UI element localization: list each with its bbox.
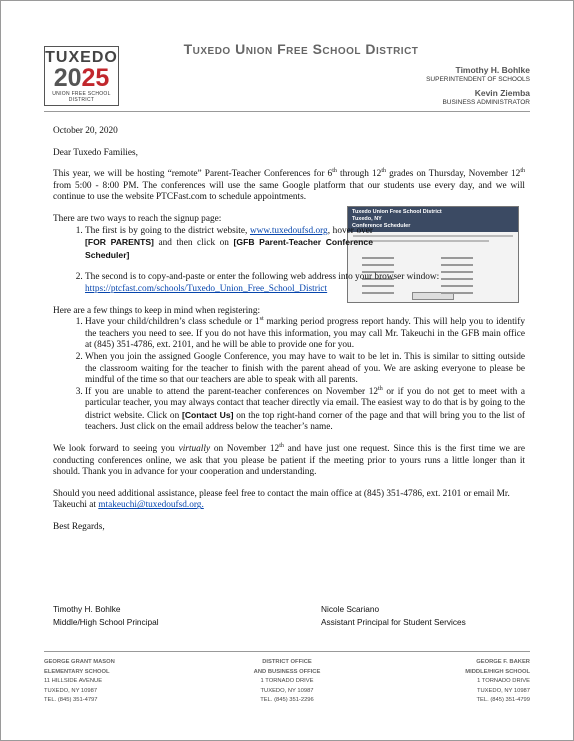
closing-paragraph [53,444,525,479]
footer-address: TUXEDO, NY 10987 [476,687,530,694]
assistance-paragraph [53,489,525,512]
closing-emphasis: virtually [178,444,211,455]
header-divider [44,111,530,112]
way1-text: , hover over [327,225,373,236]
district-name-text: Tuxedo Union Free School District [183,41,419,57]
closing-text: We look forward to seeing you [53,444,179,455]
footer-heading: ELEMENTARY SCHOOL [44,668,110,675]
closing-text: on November 12th and have just one request. Since this is the first time we are conducting conferences online, we ask that you please be patient if the meeting prior to yours runs a little longer than it should. Thank you in advance for your cooperation and understanding. [53,442,526,478]
admin-title: BUSINESS ADMINISTRATOR [442,99,530,106]
logo-word: TUXEDO [45,49,118,66]
logo-year-b: 25 [81,64,110,92]
screenshot-subtitle: Conference Scheduler [352,223,411,229]
admin-name: Timothy H. Bohlke [455,65,530,75]
letter-body [53,126,525,544]
footer-address: TUXEDO, NY 10987 [44,687,98,694]
for-parents-menu-label: [FOR PARENTS] [85,237,154,248]
footer-heading: DISTRICT OFFICE [262,659,312,665]
footer [44,651,530,703]
district-name [121,41,481,57]
logo-year-a: 20 [53,64,82,92]
signer-name: Timothy H. Bohlke [53,604,121,614]
scheduler-menu-label: [GFB Parent-Teacher Conference Scheduler] [85,237,373,260]
signer-name: Nicole Scariano [321,604,380,614]
tip3-text: on the top right-hand corner of the page and that will bring you to the list of teachers. Just click on the email address below the teacher’s name. [85,410,525,433]
signature-assistant-principal [321,603,466,629]
way1-text: The first is by going to the district website, [85,225,250,236]
ptcfast-link[interactable]: https://ptcfast.com/schools/Tuxedo_Union_Free_School_District [85,283,328,294]
ways-heading: There are two ways to reach the signup page: [53,213,222,224]
signup-ways-list [53,226,525,296]
signer-title: Assistant Principal for Student Services [321,617,466,627]
screenshot-subtitle: Tuxedo, NY [352,216,382,222]
tips-heading: Here are a few things to keep in mind when registering: [53,305,261,316]
regards: Best Regards, [53,522,105,533]
tip-3 [85,387,525,434]
footer-heading: AND BUSINESS OFFICE [253,668,321,675]
tip3-text: If you are unable to attend the parent-teacher conferences on November 12th or if you do not get to meet with a particular teacher, you may always contact that teacher directly via email. The easiest way to do that is by going to the district website. Click on [85,385,525,421]
footer-address: 11 HILLSIDE AVENUE [44,678,103,684]
tip-1: 1. Have your child/children’s class schedule or 1st marking period progress report handy. This will help you to identify the teachers you need to see. If you do not have this information, you may call Mr. Takeuchi in the GFB main office at (845) 351-4786, ext. 2101, and he will be able to provide one for you. [85,317,525,352]
email-link[interactable]: mtakeuchi@tuxedoufsd.org. [98,500,204,511]
tip-2: 2. When you join the assigned Google Conference, you may have to wait to be let in. This is similar to sitting outside the classroom waiting for the teacher to finish with the parent ahead of you. We are asking everyone to please be mindful of the time so that our teachers are able to speak with all parents. [85,352,525,387]
footer-heading: MIDDLE/HIGH SCHOOL [465,668,530,675]
admin-name: Kevin Ziemba [474,88,530,98]
logo-subtitle: UNION FREE SCHOOL DISTRICT [52,91,111,103]
footer-district-office [44,658,530,706]
footer-heading: GEORGE GRANT MASON [44,659,115,665]
footer-address: 1 TORNADO DRIVE [477,678,530,684]
salutation: Dear Tuxedo Families, [53,147,138,158]
footer-address: TUXEDO, NY 10987 [260,687,314,694]
admin-business [442,88,530,107]
way-2 [85,272,525,295]
screenshot-title: Tuxedo Union Free School District [352,209,442,215]
logo-year [45,66,118,90]
letter-date: October 20, 2020 [53,126,118,136]
way-1 [85,226,373,263]
footer-address: 1 TORNADO DRIVE [260,678,314,684]
way1-text: and then click on [153,238,234,249]
tips-list [53,317,525,434]
signer-title: Middle/High School Principal [53,617,159,627]
footer-phone: TEL. (845) 351-4797 [44,697,98,703]
district-logo [44,46,119,106]
footer-middle-high [465,658,530,706]
admin-title: SUPERINTENDENT OF SCHOOLS [426,76,530,83]
intro-paragraph: This year, we will be hosting “remote” Parent-Teacher Conferences for 6th through 12th grades on Thursday, November 12th from 5:00 - 8:00 PM. The conferences will use the same Google platform that our students use every day, and we will continue to use the website PTCFast.com to schedule appointments. [53,168,525,203]
district-website-link[interactable]: www.tuxedoufsd.org [249,225,328,236]
assist-text: Should you need additional assistance, please feel free to contact the main office at (845) 351-4786, ext. 2101 or email Mr. Takeuchi at [53,488,510,511]
way2-text: The second is to copy-and-paste or enter the following web address into your browser window: [85,272,440,283]
footer-phone: TEL. (845) 351-4799 [476,697,530,703]
footer-phone: TEL. (845) 351-2296 [260,697,314,703]
admin-superintendent [426,65,530,84]
footer-heading: GEORGE F. BAKER [476,659,530,665]
contact-us-label: [Contact Us] [181,409,234,420]
signature-principal [53,603,159,629]
